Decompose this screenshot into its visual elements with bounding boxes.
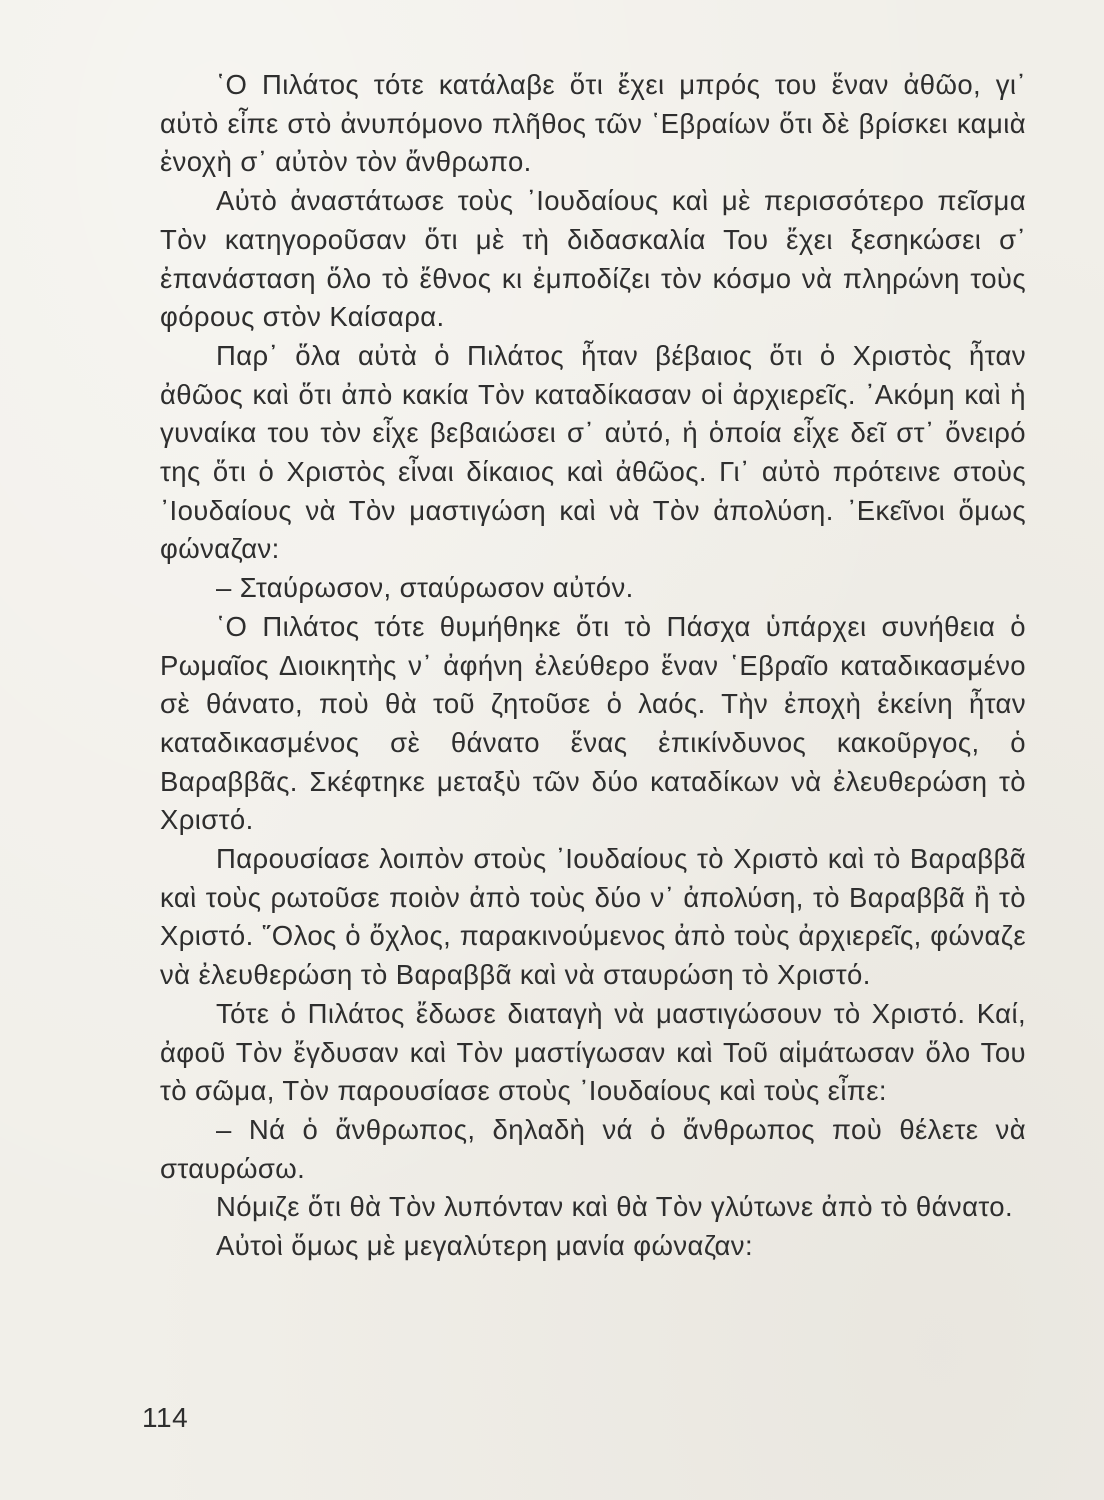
- body-text: [160, 66, 1026, 1266]
- paragraph-barabbas-choice: Παρουσίασε λοιπὸν στοὺς ᾿Ιουδαίους τὸ Χριστὸ καὶ τὸ Βαραββᾶ καὶ τοὺς ρωτοῦσε ποιὸν ἀπὸ τοὺς δύο ν᾿ ἀπολύση, τὸ Βαραββᾶ ἢ τὸ Χριστό. ῞Ολος ὁ ὄχλος, παρακινούμενος ἀπὸ τοὺς ἀρχιερεῖς, φώναζε νὰ ἐλευθερώση τὸ Βαραββᾶ καὶ νὰ σταυρώση τὸ Χριστό.: [160, 843, 1026, 991]
- paragraph-pilate-realizes: ῾Ο Πιλάτος τότε κατάλαβε ὅτι ἔχει μπρός του ἕναν ἀθῶο, γι᾿ αὐτὸ εἶπε στὸ ἀνυπόμονο πλῆθος τῶν ῾Εβραίων ὅτι δὲ βρίσκει καμιὰ ἐνοχὴ σ᾿ αὐτὸν τὸν ἄνθρωπο.: [160, 69, 1026, 178]
- dialogue-ecce-homo: – Νά ὁ ἄνθρωπος, δηλαδὴ νά ὁ ἄνθρωπος ποὺ θέλετε νὰ σταυρώσω.: [160, 1113, 1026, 1184]
- dialogue-crucify: – Σταύρωσον, σταύρωσον αὐτόν.: [216, 572, 634, 604]
- paragraph-pity-hope: Νόμιζε ὅτι θὰ Τὸν λυπόνταν καὶ θὰ Τὸν γλύτωνε ἀπὸ τὸ θάνατο.: [216, 1191, 1013, 1223]
- paragraph-passover-custom: ῾Ο Πιλάτος τότε θυμήθηκε ὅτι τὸ Πάσχα ὑπάρχει συνήθεια ὁ Ρωμαῖος Διοικητὴς ν᾿ ἀφήνη ἐλεύθερο ἕναν ῾Εβραῖο καταδικασμένο σὲ θάνατο, ποὺ θὰ τοῦ ζητοῦσε ὁ λαός. Τὴν ἐποχὴ ἐκείνη ἦταν καταδικασμένος σὲ θάνατο ἕνας ἐπικίνδυνος κακοῦργος, ὁ Βαραββᾶς. Σκέφτηκε μεταξὺ τῶν δύο καταδίκων νὰ ἐλευθερώση τὸ Χριστό.: [160, 610, 1026, 836]
- paragraph-pilate-certain: Παρ᾿ ὅλα αὐτὰ ὁ Πιλάτος ἦταν βέβαιος ὅτι ὁ Χριστὸς ἦταν ἀθῶος καὶ ὅτι ἀπὸ κακία Τὸν καταδίκασαν οἱ ἀρχιερεῖς. ᾿Ακόμη καὶ ἡ γυναίκα του τὸν εἶχε βεβαιώσει σ᾿ αὐτό, ἡ ὁποία εἶχε δεῖ στ᾿ ὄνειρό της ὅτι ὁ Χριστὸς εἶναι δίκαιος καὶ ἀθῶος. Γι᾿ αὐτὸ πρότεινε στοὺς ᾿Ιουδαίους νὰ Τὸν μαστιγώση καὶ νὰ Τὸν ἀπολύση. ᾿Εκεῖνοι ὅμως φώναζαν:: [160, 339, 1026, 565]
- paragraph-scourging: Τότε ὁ Πιλάτος ἔδωσε διαταγὴ νὰ μαστιγώσουν τὸ Χριστό. Καί, ἀφοῦ Τὸν ἔγδυσαν καὶ Τὸν μαστίγωσαν καὶ Τοῦ αἱμάτωσαν ὅλο Του τὸ σῶμα, Τὸν παρουσίασε στοὺς ᾿Ιουδαίους καὶ τοὺς εἶπε:: [160, 997, 1026, 1107]
- paragraph-jews-accuse: Αὐτὸ ἀναστάτωσε τοὺς ᾿Ιουδαίους καὶ μὲ περισσότερο πεῖσμα Τὸν κατηγοροῦσαν ὅτι μὲ τὴ διδασκαλία Του ἔχει ξεσηκώσει σ᾿ ἐπανάσταση ὅλο τὸ ἔθνος κι ἐμποδίζει τὸν κόσμο νὰ πληρώνη τοὺς φόρους στὸν Καίσαρα.: [160, 185, 1026, 333]
- paragraph-greater-mania: Αὐτοὶ ὅμως μὲ μεγαλύτερη μανία φώναζαν:: [216, 1230, 753, 1262]
- page-number: 114: [142, 1402, 189, 1433]
